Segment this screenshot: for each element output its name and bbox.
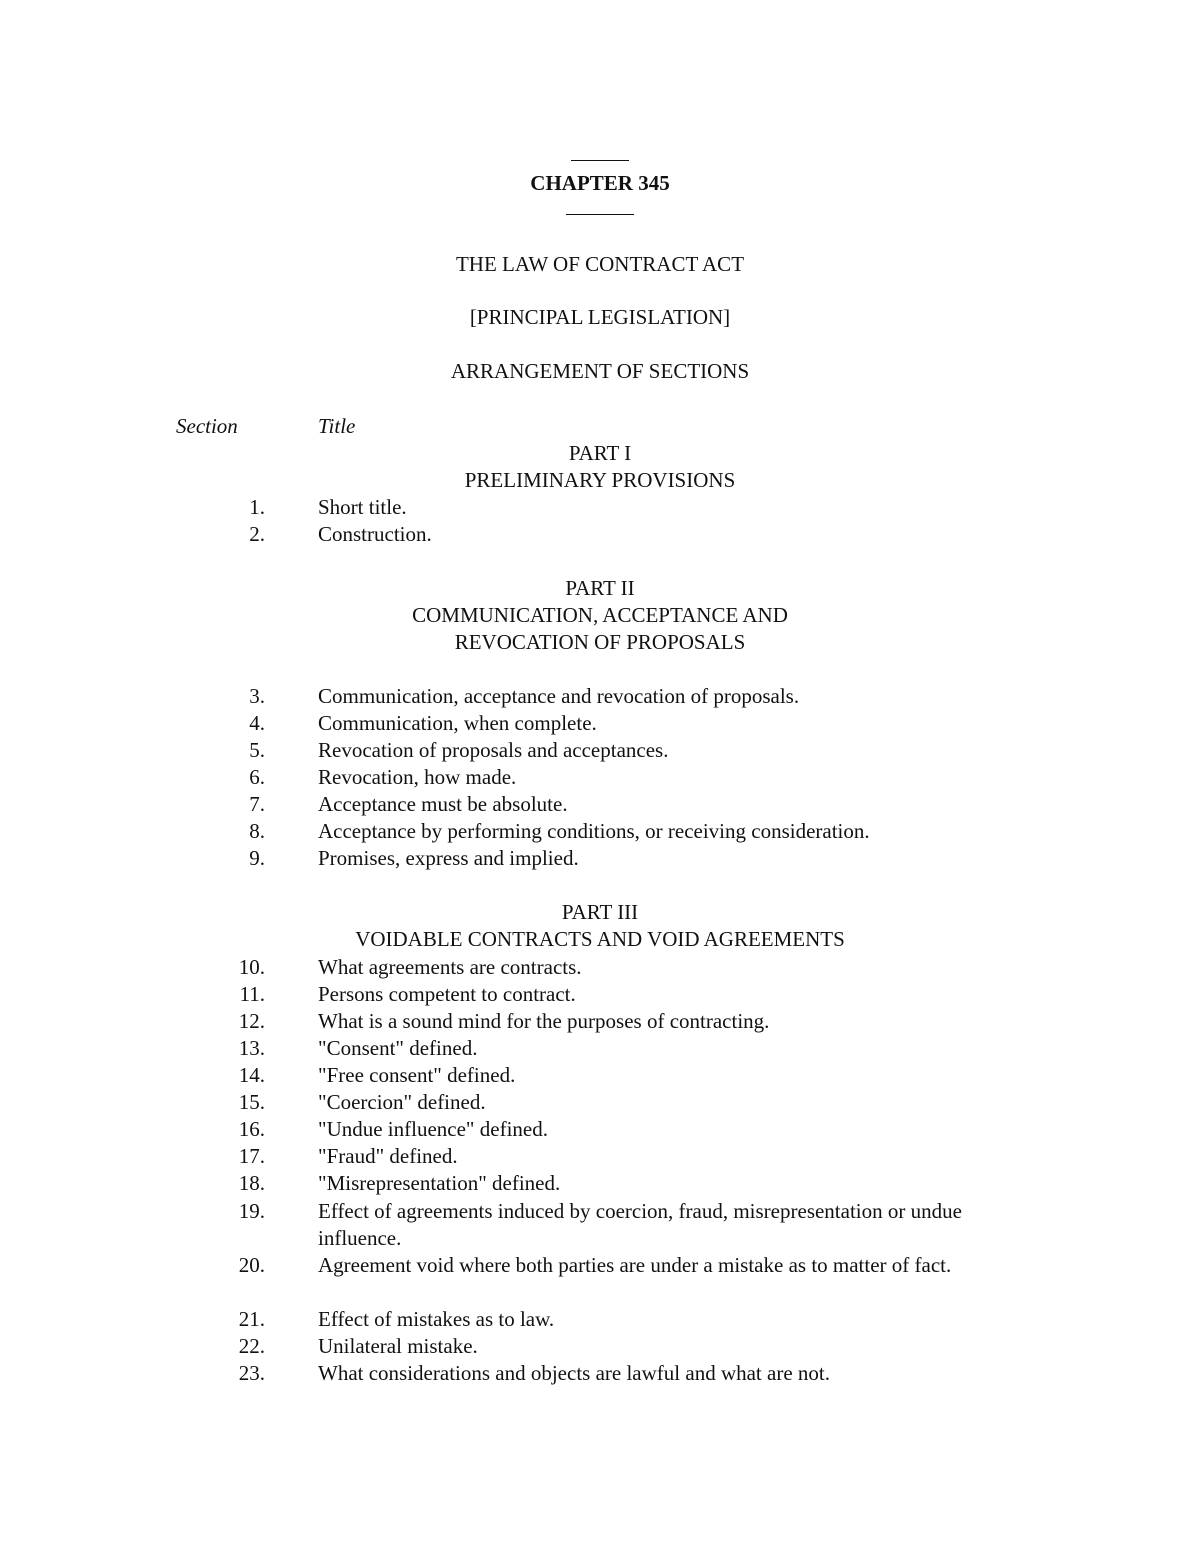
section-title: Construction. [318, 522, 432, 546]
section-title: What considerations and objects are lawful and what are not. [318, 1361, 830, 1385]
section-title: Effect of mistakes as to law. [318, 1307, 555, 1331]
section-number: 12. [238, 1009, 265, 1033]
section-number: 1. [249, 495, 265, 519]
part-label: PART I [568, 441, 632, 465]
section-title: Communication, when complete. [318, 711, 597, 735]
section-title: "Fraud" defined. [318, 1144, 458, 1168]
section-number: 13. [238, 1036, 265, 1060]
part-heading: VOIDABLE CONTRACTS AND VOID AGREEMENTS [355, 927, 845, 951]
section-number: 10. [238, 955, 265, 979]
section-number: 9. [249, 846, 265, 870]
section-number: 21. [238, 1307, 265, 1331]
section-number: 17. [238, 1144, 265, 1168]
section-title: Agreement void where both parties are under a mistake as to matter of fact. [318, 1253, 952, 1277]
section-number: 3. [249, 684, 265, 708]
section-number: 14. [238, 1063, 265, 1087]
section-number: 20. [238, 1253, 265, 1277]
part-label: PART II [565, 576, 635, 600]
section-title: Short title. [318, 495, 407, 519]
section-number: 6. [249, 765, 265, 789]
part-heading: PRELIMINARY PROVISIONS [464, 468, 736, 492]
part-heading: REVOCATION OF PROPOSALS [454, 630, 746, 654]
top-rule [571, 160, 629, 161]
section-title: Revocation, how made. [318, 765, 517, 789]
arrangement-heading: ARRANGEMENT OF SECTIONS [450, 359, 750, 383]
section-title: What agreements are contracts. [318, 955, 582, 979]
section-title: "Free consent" defined. [318, 1063, 516, 1087]
column-header-title: Title [318, 414, 356, 438]
section-title: Acceptance must be absolute. [318, 792, 568, 816]
section-number: 23. [238, 1361, 265, 1385]
part-label: PART III [561, 900, 639, 924]
section-number: 5. [249, 738, 265, 762]
bottom-rule [566, 214, 634, 215]
section-number: 18. [238, 1171, 265, 1195]
legislation-type: [PRINCIPAL LEGISLATION] [469, 305, 731, 329]
column-header-section: Section [176, 414, 238, 438]
section-title: What is a sound mind for the purposes of contracting. [318, 1009, 770, 1033]
section-number: 2. [249, 522, 265, 546]
section-number: 16. [238, 1117, 265, 1141]
section-number: 15. [238, 1090, 265, 1114]
section-title: Effect of agreements induced by coercion, fraud, misrepresentation or undue influence. [318, 1199, 962, 1250]
section-title: "Coercion" defined. [318, 1090, 486, 1114]
section-title: Promises, express and implied. [318, 846, 579, 870]
section-title: Revocation of proposals and acceptances. [318, 738, 669, 762]
section-title: "Undue influence" defined. [318, 1117, 548, 1141]
section-title: "Consent" defined. [318, 1036, 478, 1060]
section-title: Acceptance by performing conditions, or receiving consideration. [318, 819, 870, 843]
section-number: 11. [239, 982, 265, 1006]
section-number: 22. [238, 1334, 265, 1358]
section-title: "Misrepresentation" defined. [318, 1171, 561, 1195]
part-heading: COMMUNICATION, ACCEPTANCE AND [412, 603, 788, 627]
section-number: 7. [249, 792, 265, 816]
section-number: 4. [249, 711, 265, 735]
section-number: 19. [238, 1199, 265, 1223]
section-title: Communication, acceptance and revocation of proposals. [318, 684, 800, 708]
chapter-number: CHAPTER 345 [530, 171, 670, 195]
section-number: 8. [249, 819, 265, 843]
section-title: Unilateral mistake. [318, 1334, 478, 1358]
act-title: THE LAW OF CONTRACT ACT [455, 252, 745, 276]
section-title: Persons competent to contract. [318, 982, 576, 1006]
